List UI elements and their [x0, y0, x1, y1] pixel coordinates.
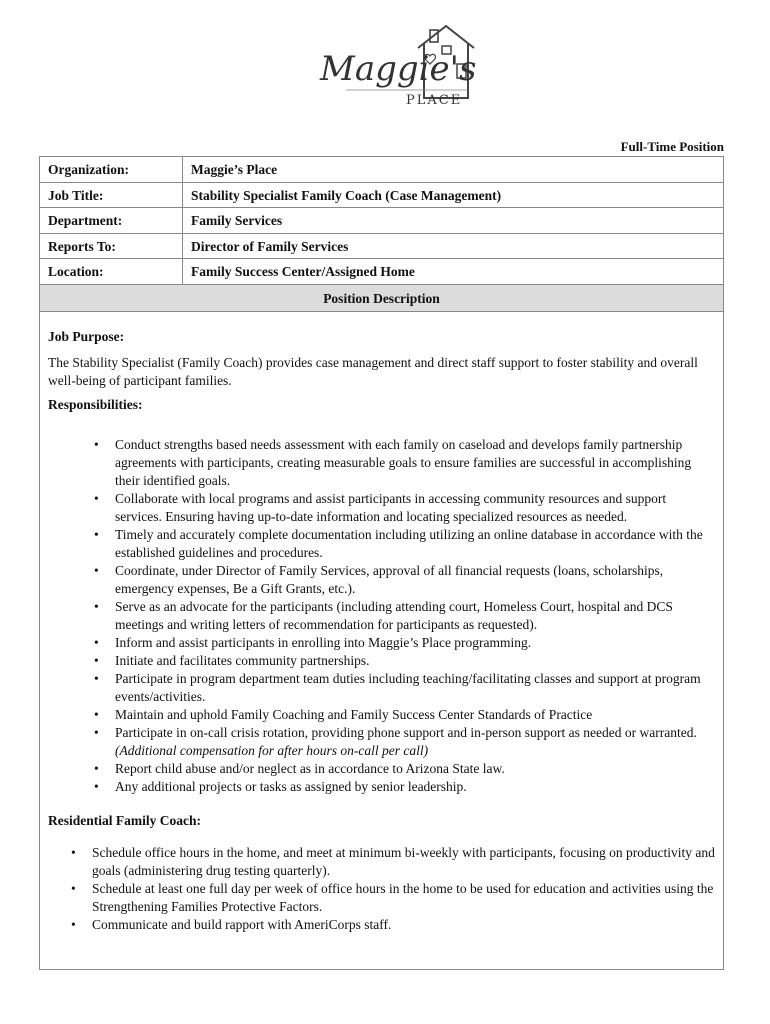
job-description-table	[39, 156, 724, 970]
maggies-place-logo	[318, 18, 488, 108]
info-row-job-title	[40, 183, 723, 209]
section-title: Position Description	[40, 285, 723, 312]
residential-list	[48, 844, 715, 934]
info-label: Location:	[40, 259, 183, 284]
list-item: • Participate in program department team duties including teaching/facilitating classes and support at program events/activities.	[94, 670, 701, 704]
bullet-icon: •	[94, 562, 99, 578]
bullet-icon: •	[94, 760, 99, 776]
info-value: Director of Family Services	[191, 238, 349, 254]
info-row-location	[40, 259, 723, 285]
bullet-icon: •	[94, 724, 99, 740]
list-item: • Participate in on-call crisis rotation, providing phone support and in-person support as needed or warranted. (Additional compensation for after hours on-call per call)	[94, 724, 697, 758]
residential-heading: Residential Family Coach:	[48, 812, 201, 828]
bullet-icon: •	[94, 490, 99, 506]
info-value: Family Success Center/Assigned Home	[191, 264, 415, 279]
info-label: Reports To:	[40, 234, 183, 259]
bullet-icon: •	[94, 436, 99, 452]
list-item: • Any additional projects or tasks as assigned by senior leadership.	[94, 778, 467, 794]
list-item: • Serve as an advocate for the participants (including attending court, Homeless Court, hospital and DCS meetings and writing letters of recommendation for participants as requested).	[94, 598, 673, 632]
info-label: Job Title:	[40, 183, 183, 208]
info-value: Maggie’s Place	[191, 162, 278, 177]
bullet-icon: •	[94, 778, 99, 794]
info-value: Stability Specialist Family Coach (Case Management)	[191, 187, 502, 203]
list-item: • Report child abuse and/or neglect as in accordance to Arizona State law.	[94, 760, 505, 776]
list-item: • Inform and assist participants in enrolling into Maggie’s Place programming.	[94, 634, 532, 650]
info-row-organization	[40, 157, 723, 183]
responsibilities-list	[48, 436, 715, 796]
bullet-icon: •	[94, 670, 99, 686]
logo-wordmark: Maggie's	[320, 49, 477, 89]
logo-subtext: PLACE	[406, 93, 463, 108]
list-item: • Timely and accurately complete documentation including utilizing an online database in accordance with the established guidelines and procedures.	[94, 526, 703, 560]
info-label: Organization:	[40, 157, 183, 182]
list-item: • Conduct strengths based needs assessment with each family on caseload and develops family partnership agreements with participants, creating measurable goals to ensure families are successful in accomplishing their identified goals.	[94, 436, 692, 488]
house-logo-icon	[318, 18, 488, 108]
info-row-department	[40, 208, 723, 234]
list-item: • Maintain and uphold Family Coaching and Family Success Center Standards of Practice	[94, 706, 593, 722]
bullet-icon: •	[71, 880, 76, 896]
bullet-icon: •	[71, 844, 76, 860]
compensation-note: (Additional compensation for after hours on-call per call)	[115, 742, 429, 758]
responsibilities-heading: Responsibilities:	[48, 396, 143, 412]
info-value: Family Services	[191, 213, 283, 228]
info-row-reports-to	[40, 234, 723, 260]
bullet-icon: •	[94, 634, 99, 650]
bullet-icon: •	[94, 706, 99, 722]
job-purpose-heading: Job Purpose:	[48, 328, 125, 344]
list-item: • Communicate and build rapport with AmeriCorps staff.	[71, 916, 392, 932]
list-item: • Schedule at least one full day per week of office hours in the home to be used for education and activities using the Strengthening Families Protective Factors.	[71, 880, 714, 914]
description-content	[40, 312, 723, 934]
bullet-icon: •	[71, 916, 76, 932]
job-purpose-text: The Stability Specialist (Family Coach) provides case management and direct staff support to foster stability and overall well-being of participant families.	[48, 354, 698, 388]
info-label: Department:	[40, 208, 183, 233]
bullet-icon: •	[94, 526, 99, 542]
list-item: • Collaborate with local programs and assist participants in accessing community resources and support services. Ensuring having up-to-date information and locating specialized resources as needed.	[94, 490, 667, 524]
list-item: • Coordinate, under Director of Family Services, approval of all financial requests (loans, scholarships, emergency expenses, Be a Gift Grants, etc.).	[94, 562, 664, 596]
bullet-icon: •	[94, 652, 99, 668]
position-type: Full-Time Position	[620, 139, 724, 154]
list-item: • Initiate and facilitates community partnerships.	[94, 652, 370, 668]
list-item: • Schedule office hours in the home, and meet at minimum bi-weekly with participants, focusing on productivity and goals (administering drug testing quarterly).	[71, 844, 715, 878]
bullet-icon: •	[94, 598, 99, 614]
